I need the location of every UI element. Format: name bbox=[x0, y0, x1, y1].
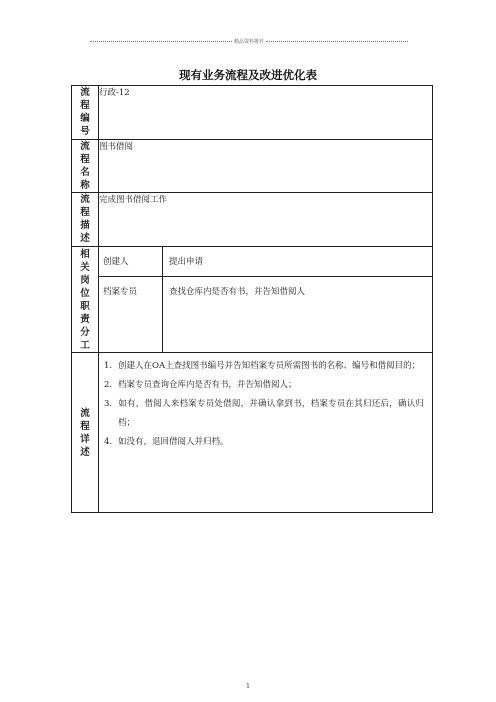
process-step: 2. 档案专员查询仓库内是否有书，并告知借阅人； bbox=[104, 380, 297, 390]
process-step: 1. 创建人在OA上查找图书编号并告知档案专员所需图书的名称、编号和借阅目的； bbox=[104, 361, 421, 371]
responsibilities-table bbox=[99, 247, 432, 352]
label-process-number: 流 程 编 号 bbox=[72, 86, 99, 140]
value-process-number: 行政-12 bbox=[99, 86, 433, 140]
page-header bbox=[90, 38, 408, 45]
row-process-details bbox=[72, 353, 433, 513]
page-number: 1 bbox=[246, 683, 250, 690]
responsibility-row bbox=[99, 277, 432, 353]
label-process-description: 流 程 描 述 bbox=[72, 193, 99, 247]
label-process-details: 流 程 详 述 bbox=[72, 353, 99, 513]
duty-archivist: 查找仓库内是否有书，并告知借阅人 bbox=[169, 287, 306, 297]
document-title: 现有业务流程及改进优化表 bbox=[179, 68, 317, 82]
value-process-description: 完成图书借阅工作 bbox=[99, 193, 433, 247]
process-step: 3. 如有，借阅人来档案专员处借阅，并确认拿到书，档案专员在其归还后，确认归档； bbox=[104, 399, 424, 428]
role-archivist: 档案专员 bbox=[99, 277, 163, 353]
process-steps-list bbox=[104, 357, 424, 452]
label-responsibilities: 相 关 岗 位 职 责 分 工 bbox=[72, 247, 99, 353]
header-dotted-rule-left bbox=[90, 41, 232, 42]
responsibility-row bbox=[99, 247, 432, 277]
header-dotted-rule-right bbox=[266, 41, 408, 42]
duty-creator: 提出申请 bbox=[163, 247, 433, 277]
process-table bbox=[71, 85, 433, 513]
row-responsibilities bbox=[72, 247, 433, 353]
responsibilities-cell bbox=[99, 247, 433, 353]
row-process-name bbox=[72, 140, 433, 193]
header-banner-text: 精品资料推荐 bbox=[234, 39, 265, 45]
row-process-number bbox=[72, 86, 433, 140]
label-process-name: 流 程 名 称 bbox=[72, 140, 99, 193]
row-process-description bbox=[72, 193, 433, 247]
value-process-name: 图书借阅 bbox=[99, 140, 433, 193]
process-step: 4. 如没有，退回借阅人并归档。 bbox=[104, 437, 229, 447]
role-creator: 创建人 bbox=[99, 247, 163, 277]
process-details-cell bbox=[99, 353, 433, 513]
